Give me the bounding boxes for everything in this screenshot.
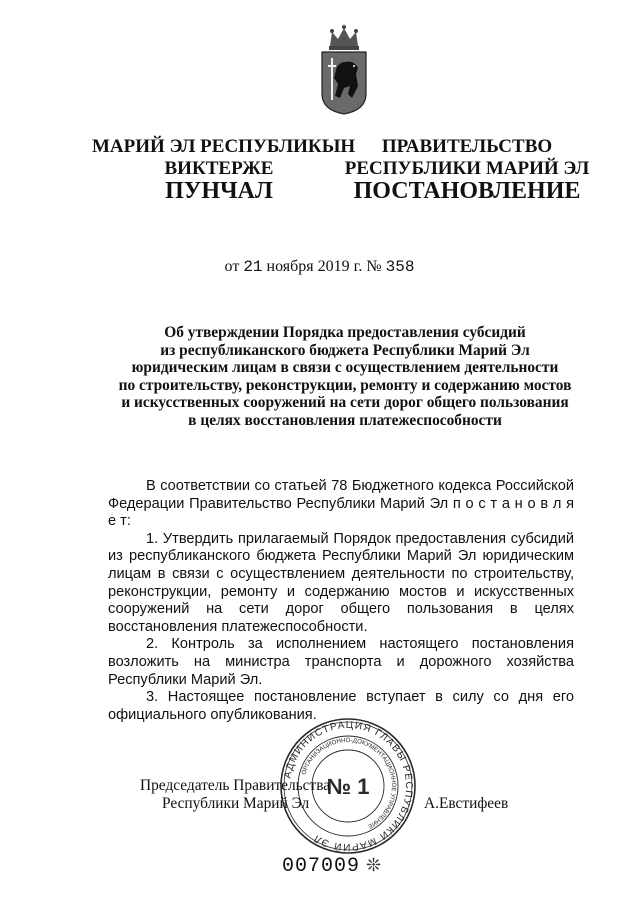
doc-type-right: ПОСТАНОВЛЕНИЕ <box>353 178 581 204</box>
header-right-name <box>340 136 594 180</box>
serial-number: 007009 <box>282 855 361 878</box>
date-line <box>0 258 639 276</box>
title-line: Об утверждении Порядка предоставления субсидий <box>164 324 526 341</box>
clause-1: 1. Утвердить прилагаемый Порядок предоставления субсидий из республиканского бюджета Республики Марий Эл юридическим лицам в связи с осуществлением деятельности по строительству, реконструкции, ремонту и содержанию мостов и искусственных сооружений на сети дорог общего пользования в целях восстановления платежеспособности. <box>108 530 574 635</box>
clause-2: 2. Контроль за исполнением настоящего постановления возложить на министра транспорта и дорожного хозяйства Республики Марий Эл. <box>108 636 574 688</box>
title-line: из республиканского бюджета Республики Марий Эл <box>160 341 530 359</box>
header-right-line2: РЕСПУБЛИКИ МАРИЙ ЭЛ <box>344 158 590 179</box>
title-line: в целях восстановления платежеспособности <box>188 411 502 429</box>
signatory-name: А.Евстифеев <box>424 795 509 812</box>
date-prefix: от <box>224 258 240 275</box>
date-day: 21 <box>243 258 263 276</box>
stamp-outer-text: АДМИНИСТРАЦИЯ ГЛАВЫ РЕСПУБЛИКИ МАРИЙ ЭЛ <box>282 719 415 853</box>
header-right-line1: ПРАВИТЕЛЬСТВО <box>381 136 553 157</box>
signatory-position-line1: Председатель Правительства <box>140 777 331 794</box>
date-month-year: ноября 2019 г. № <box>266 258 382 275</box>
document-title <box>100 324 590 430</box>
header-left-line2: ВИКТЕРЖЕ <box>164 158 274 179</box>
header-left-name <box>92 136 356 180</box>
doc-type-left: ПУНЧАЛ <box>165 178 273 204</box>
stamp-inner-text: ОРГАНИЗАЦИОННО-ДОКУМЕНТАЦИОННОЕ УПРАВЛЕНИЕ <box>300 736 398 830</box>
header-left-line1: МАРИЙ ЭЛ РЕСПУБЛИКЫН <box>92 136 356 157</box>
title-line: юридическим лицам в связи с осуществлением деятельности <box>131 359 559 377</box>
flower-ornament-icon: ❊ <box>366 855 382 875</box>
signatory-position-line2: Республики Марий Эл <box>162 795 310 812</box>
title-line: и искусственных сооружений на сети дорог общего пользования <box>121 394 569 412</box>
document-number: 358 <box>385 258 415 276</box>
title-line: по строительству, реконструкции, ремонту и содержанию мостов <box>118 376 572 394</box>
stamp-number: № 1 <box>326 774 370 799</box>
preamble-paragraph: В соответствии со статьей 78 Бюджетного кодекса Российской Федерации Правительство Республики Марий Эл п о с т а н о в л я е т: <box>108 478 574 530</box>
coat-of-arms-icon <box>316 24 372 116</box>
clause-3: 3. Настоящее постановление вступает в силу со дня его официального опубликования. <box>108 689 574 723</box>
document-body <box>108 478 574 724</box>
